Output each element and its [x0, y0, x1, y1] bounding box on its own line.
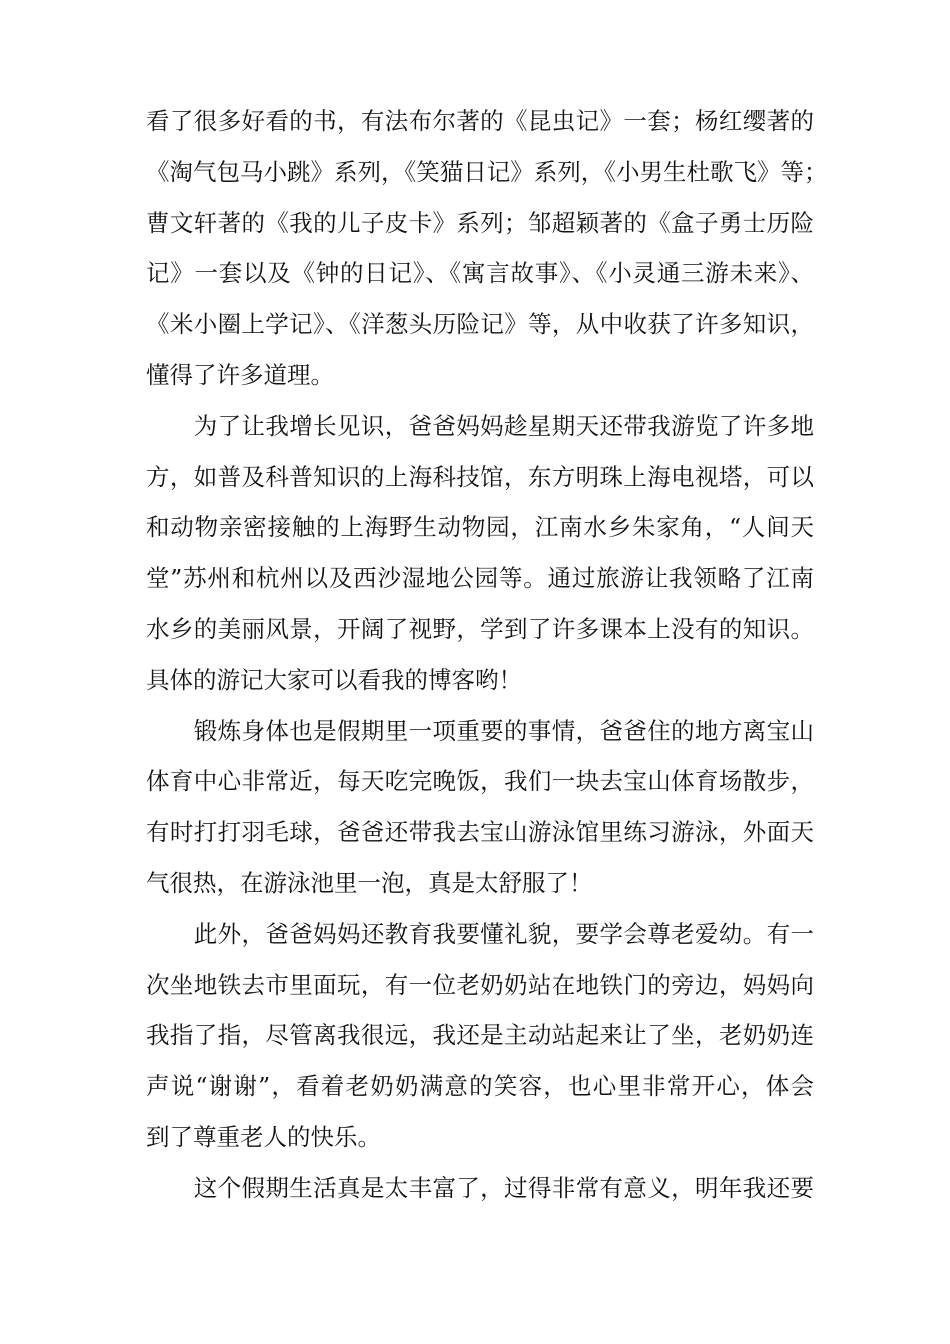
text-line: 次坐地铁去市里面玩，有一位老奶奶站在地铁门的旁边，妈妈向 [146, 970, 814, 999]
text-line: 记》一套以及《钟的日记》、《寓言故事》、《小灵通三游未来》、 [146, 259, 814, 288]
text-line: 《米小圈上学记》、《洋葱头历险记》等，从中收获了许多知识， [146, 310, 814, 339]
text-line: 声说“谢谢”，看着老奶奶满意的笑容，也心里非常开心，体会 [146, 1072, 814, 1101]
text-line: 方，如普及科普知识的上海科技馆，东方明珠上海电视塔，可以 [146, 462, 814, 491]
text-line: 看了很多好看的书，有法布尔著的《昆虫记》一套；杨红缨著的 [146, 107, 814, 135]
text-line: 为了让我增长见识，爸爸妈妈趁星期天还带我游览了许多地 [146, 411, 814, 440]
text-line: 和动物亲密接触的上海野生动物园，江南水乡朱家角，“人间天 [146, 513, 814, 542]
text-line: 锻炼身体也是假期里一项重要的事情，爸爸住的地方离宝山 [146, 716, 814, 745]
text-line: 气很热，在游泳池里一泡，真是太舒服了！ [146, 868, 593, 897]
text-line: 这个假期生活真是太丰富了，过得非常有意义，明年我还要 [146, 1173, 814, 1202]
text-line: 懂得了许多道理。 [146, 360, 334, 389]
text-line: 曹文轩著的《我的儿子皮卡》系列；邹超颖著的《盒子勇士历险 [146, 208, 814, 237]
body-text [146, 96, 828, 1214]
text-line: 水乡的美丽风景，开阔了视野，学到了许多课本上没有的知识。 [146, 614, 814, 643]
text-line: 此外，爸爸妈妈还教育我要懂礼貌，要学会尊老爱幼。有一 [146, 919, 814, 948]
text-line: 我指了指，尽管离我很远，我还是主动站起来让了坐，老奶奶连 [146, 1021, 814, 1050]
text-line: 有时打打羽毛球，爸爸还带我去宝山游泳馆里练习游泳，外面天 [146, 818, 814, 847]
text-line: 具体的游记大家可以看我的博客哟！ [146, 665, 522, 694]
text-line: 体育中心非常近，每天吃完晚饭，我们一块去宝山体育场散步， [146, 767, 814, 796]
text-line: 到了尊重老人的快乐。 [146, 1122, 381, 1151]
text-line: 《淘气包马小跳》系列，《笑猫日记》系列，《小男生杜歌飞》等； [146, 157, 828, 186]
text-line: 堂”苏州和杭州以及西沙湿地公园等。通过旅游让我领略了江南 [146, 564, 814, 593]
